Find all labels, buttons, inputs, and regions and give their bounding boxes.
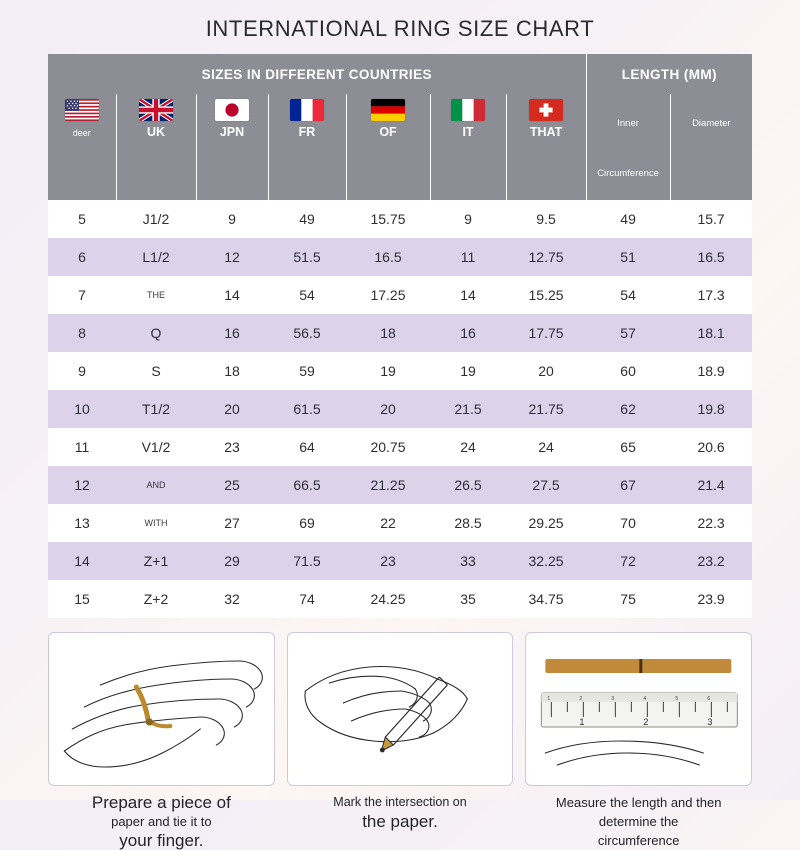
cell: 18	[346, 314, 430, 352]
cell: 26.5	[430, 466, 506, 504]
cell: 65	[586, 428, 670, 466]
header-label-inner-circumference: Inner Circumference	[597, 118, 659, 179]
cell: 56.5	[268, 314, 346, 352]
cell: 51	[586, 238, 670, 276]
cell: 51.5	[268, 238, 346, 276]
cell: 6	[48, 238, 116, 276]
header-country-uk	[116, 94, 196, 200]
svg-text:3: 3	[707, 717, 713, 727]
hand-with-paper-strip-illustration	[48, 632, 275, 786]
cell: 20.6	[670, 428, 752, 466]
cell: 32	[196, 580, 268, 618]
cell: V1/2	[116, 428, 196, 466]
switzerland-flag-icon	[529, 99, 563, 121]
cell: 14	[196, 276, 268, 314]
table-row	[48, 428, 752, 466]
svg-text:6: 6	[707, 696, 711, 702]
instruction-step-1	[48, 632, 275, 850]
cell: S	[116, 352, 196, 390]
table-row	[48, 238, 752, 276]
cell: 54	[586, 276, 670, 314]
cell: T1/2	[116, 390, 196, 428]
italy-flag-icon	[451, 99, 485, 121]
cell: 49	[268, 200, 346, 238]
cell: 9	[430, 200, 506, 238]
cell: 29	[196, 542, 268, 580]
header-label-fr: FR	[298, 125, 316, 139]
caption-line-3: your finger.	[119, 831, 204, 850]
cell: 25	[196, 466, 268, 504]
cell: 33	[430, 542, 506, 580]
svg-text:2: 2	[643, 717, 649, 727]
cell: 49	[586, 200, 670, 238]
cell: AND	[116, 466, 196, 504]
table-row	[48, 466, 752, 504]
cell: 22	[346, 504, 430, 542]
cell: 19	[346, 352, 430, 390]
cell: 23.9	[670, 580, 752, 618]
cell: Q	[116, 314, 196, 352]
cell: 21.4	[670, 466, 752, 504]
header-country-jpn	[196, 94, 268, 200]
instruction-caption-2	[287, 793, 514, 831]
cell: THE	[116, 276, 196, 314]
table-row	[48, 542, 752, 580]
cell: 11	[48, 428, 116, 466]
cell: L1/2	[116, 238, 196, 276]
cell: 21.25	[346, 466, 430, 504]
cell: 34.75	[506, 580, 586, 618]
cell: 35	[430, 580, 506, 618]
us-flag-icon	[65, 99, 99, 121]
cell: 14	[430, 276, 506, 314]
cell: 17.25	[346, 276, 430, 314]
cell: 11	[430, 238, 506, 276]
cell: 9	[196, 200, 268, 238]
ruler-measuring-paper-strip-illustration	[525, 632, 752, 786]
cell: 9.5	[506, 200, 586, 238]
svg-text:1: 1	[579, 717, 585, 727]
header-country-that	[506, 94, 586, 200]
cell: 10	[48, 390, 116, 428]
table-row	[48, 200, 752, 238]
cell: 16	[196, 314, 268, 352]
cell: 16.5	[670, 238, 752, 276]
table-body	[48, 200, 752, 618]
caption-line-1: Mark the intersection on	[333, 795, 467, 809]
cell: 27.5	[506, 466, 586, 504]
cell: 60	[586, 352, 670, 390]
cell: 8	[48, 314, 116, 352]
cell: 61.5	[268, 390, 346, 428]
page-title: INTERNATIONAL RING SIZE CHART	[205, 16, 595, 41]
cell: 9	[48, 352, 116, 390]
cell: 16	[430, 314, 506, 352]
cell: 64	[268, 428, 346, 466]
cell: 62	[586, 390, 670, 428]
header-label-uk: UK	[146, 125, 166, 139]
cell: Z+2	[116, 580, 196, 618]
caption-line-2: the paper.	[362, 812, 438, 831]
caption-line-2: determine the	[598, 814, 679, 829]
cell: J1/2	[116, 200, 196, 238]
cell: 32.25	[506, 542, 586, 580]
header-label-that: THAT	[529, 125, 563, 139]
uk-flag-icon	[139, 99, 173, 121]
cell: 18	[196, 352, 268, 390]
cell: 24	[430, 428, 506, 466]
cell: 5	[48, 200, 116, 238]
header-diameter	[670, 94, 752, 200]
table-row	[48, 580, 752, 618]
header-country-of	[346, 94, 430, 200]
cell: 15.7	[670, 200, 752, 238]
cell: 12	[196, 238, 268, 276]
cell: 18.1	[670, 314, 752, 352]
cell: 20	[346, 390, 430, 428]
svg-text:1: 1	[547, 696, 551, 702]
svg-text:2: 2	[579, 696, 583, 702]
cell: 12	[48, 466, 116, 504]
japan-flag-icon	[215, 99, 249, 121]
header-inner-circumference	[586, 94, 670, 200]
cell: 7	[48, 276, 116, 314]
header-sizes-group: SIZES IN DIFFERENT COUNTRIES	[48, 54, 586, 94]
cell: 69	[268, 504, 346, 542]
caption-line-1: Prepare a piece of	[91, 793, 231, 812]
cell: 15	[48, 580, 116, 618]
instruction-caption-3	[525, 793, 752, 850]
cell: 19.8	[670, 390, 752, 428]
cell: 17.3	[670, 276, 752, 314]
header-country-fr	[268, 94, 346, 200]
france-flag-icon	[290, 99, 324, 121]
cell: 67	[586, 466, 670, 504]
cell: 59	[268, 352, 346, 390]
cell: 20.75	[346, 428, 430, 466]
table-header-countries	[48, 94, 752, 200]
cell: 17.75	[506, 314, 586, 352]
instruction-step-2	[287, 632, 514, 850]
cell: 75	[586, 580, 670, 618]
header-label-jpn: JPN	[219, 125, 245, 139]
table-row	[48, 314, 752, 352]
cell: 15.25	[506, 276, 586, 314]
header-label-diameter: Diameter	[692, 118, 731, 129]
cell: 23	[196, 428, 268, 466]
ring-size-table	[48, 54, 752, 618]
svg-text:5: 5	[675, 696, 679, 702]
header-country-it	[430, 94, 506, 200]
cell: 21.5	[430, 390, 506, 428]
cell: Z+1	[116, 542, 196, 580]
header-length-group: LENGTH (MM)	[586, 54, 752, 94]
table-row	[48, 390, 752, 428]
cell: 24.25	[346, 580, 430, 618]
cell: 24	[506, 428, 586, 466]
cell: 70	[586, 504, 670, 542]
instruction-caption-1	[48, 793, 275, 850]
header-country-us	[48, 94, 116, 200]
cell: 13	[48, 504, 116, 542]
caption-line-3: circumference	[597, 833, 680, 848]
cell: 72	[586, 542, 670, 580]
table-header-groups	[48, 54, 752, 94]
hand-marking-paper-with-pen-illustration	[287, 632, 514, 786]
cell: 29.25	[506, 504, 586, 542]
cell: 18.9	[670, 352, 752, 390]
cell: 16.5	[346, 238, 430, 276]
header-label-us: deer	[72, 128, 91, 138]
cell: 22.3	[670, 504, 752, 542]
cell: 54	[268, 276, 346, 314]
cell: 20	[506, 352, 586, 390]
cell: 28.5	[430, 504, 506, 542]
cell: 23.2	[670, 542, 752, 580]
instruction-step-3	[525, 632, 752, 850]
table-row	[48, 352, 752, 390]
cell: 21.75	[506, 390, 586, 428]
cell: 74	[268, 580, 346, 618]
cell: 20	[196, 390, 268, 428]
table-row	[48, 504, 752, 542]
caption-line-2: paper and tie it to	[111, 814, 212, 829]
caption-line-1: Measure the length and then	[555, 795, 722, 810]
instruction-panels	[48, 632, 752, 850]
svg-text:3: 3	[611, 696, 615, 702]
cell: 23	[346, 542, 430, 580]
svg-text:4: 4	[643, 696, 647, 702]
cell: WITH	[116, 504, 196, 542]
cell: 19	[430, 352, 506, 390]
germany-flag-icon	[371, 99, 405, 121]
cell: 14	[48, 542, 116, 580]
cell: 66.5	[268, 466, 346, 504]
header-label-it: IT	[462, 125, 474, 139]
cell: 71.5	[268, 542, 346, 580]
cell: 57	[586, 314, 670, 352]
cell: 12.75	[506, 238, 586, 276]
cell: 15.75	[346, 200, 430, 238]
header-label-of: OF	[379, 125, 397, 139]
table-row	[48, 276, 752, 314]
cell: 27	[196, 504, 268, 542]
